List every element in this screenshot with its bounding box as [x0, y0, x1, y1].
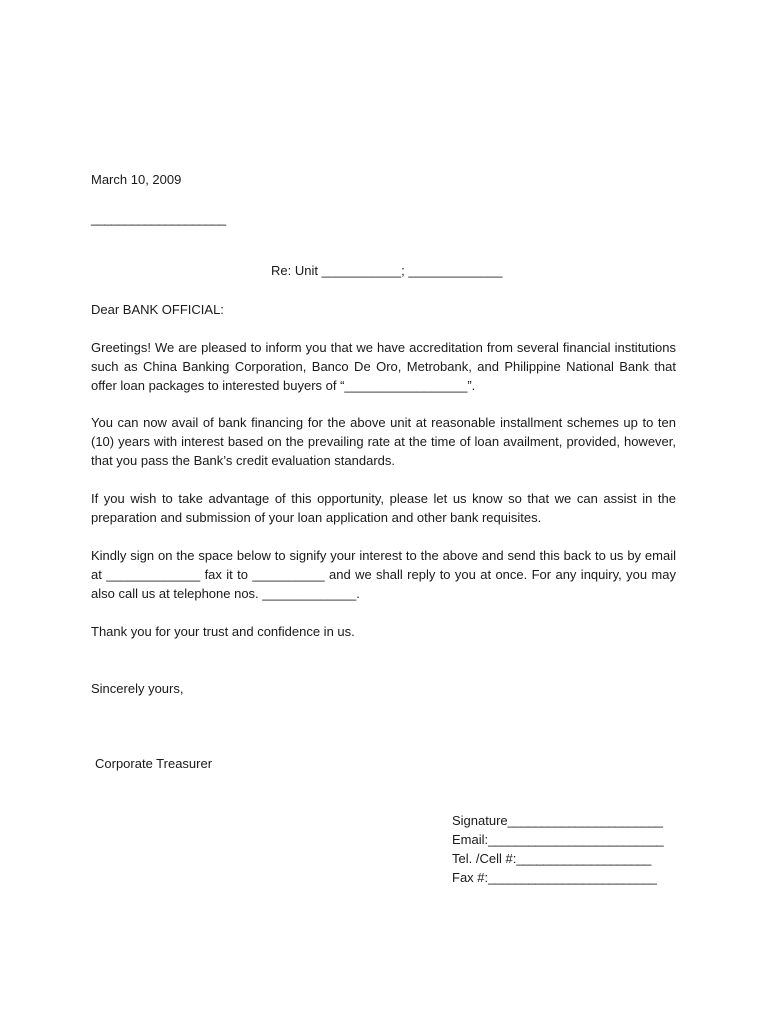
recipient-blank: ____________________: [91, 211, 226, 226]
closing: Sincerely yours,: [91, 681, 184, 696]
tel-cell-line: ____________________: [516, 851, 651, 866]
tel-cell-label: Tel. /Cell #:: [452, 851, 517, 866]
paragraph-financing: You can now avail of bank financing for the above unit at reasonable installment schemes up to ten (10) years with interest based on the prevailing rate at the time of loan availment, provided, however, that you pass the Bank’s credit evaluation standards.: [91, 415, 676, 468]
signatory-title: Corporate Treasurer: [95, 756, 213, 771]
fax-line: _________________________: [488, 870, 657, 885]
signature-label: Signature: [452, 813, 508, 828]
paragraph-opportunity: If you wish to take advantage of this opportunity, please let us know so that we can assist in the preparation and submission of your loan application and other bank requisites.: [91, 491, 676, 525]
fax-field[interactable]: [452, 868, 682, 887]
email-field[interactable]: [452, 830, 682, 849]
response-block: [452, 811, 682, 887]
paragraph-accreditation: Greetings! We are pleased to inform you that we have accreditation from several financial institutions such as China Banking Corporation, Banco De Oro, Metrobank, and Philippine National Bank that offer loan packages to interested buyers of “_________________”.: [91, 340, 676, 393]
email-label: Email:: [452, 832, 489, 847]
signature-line: _______________________: [507, 813, 663, 828]
paragraph-thanks: Thank you for your trust and confidence in us.: [91, 624, 355, 639]
paragraph-sign-instructions: Kindly sign on the space below to signify your interest to the above and send this back to us by email at _____________ fax it to __________ and we shall reply to you at once. For any inquiry, you may also call us at telephone nos. _____________.: [91, 548, 676, 601]
salutation: Dear BANK OFFICIAL:: [91, 302, 224, 317]
tel-cell-field[interactable]: [452, 849, 682, 868]
email-line: __________________________: [488, 832, 664, 847]
letter-date: March 10, 2009: [91, 172, 182, 187]
signature-field[interactable]: [452, 811, 682, 830]
re-unit-line: Re: Unit ___________; _____________: [271, 263, 503, 278]
fax-label: Fax #:: [452, 870, 489, 885]
